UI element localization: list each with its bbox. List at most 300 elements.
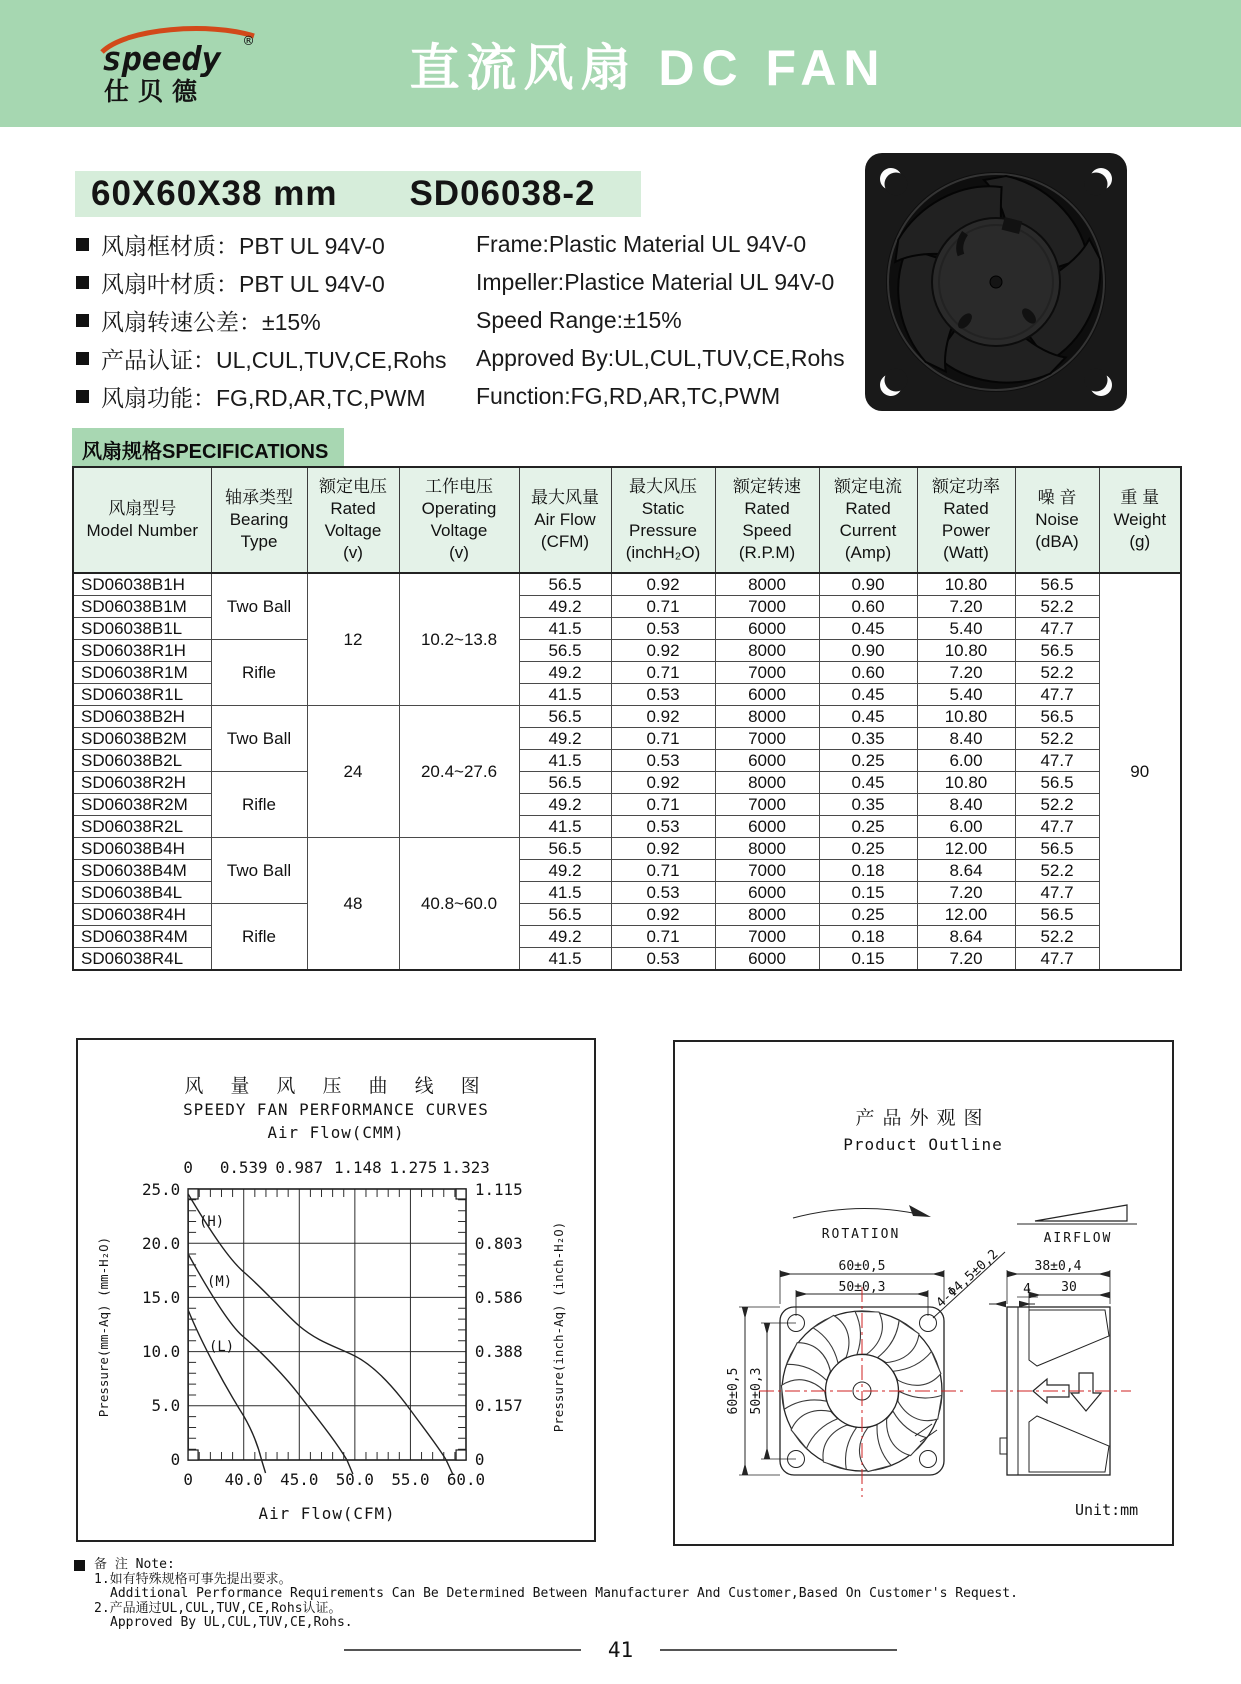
column-header-cn: 轴承类型 [225, 488, 293, 508]
cell-noise: 47.7 [1015, 618, 1099, 640]
svg-text:25.0: 25.0 [142, 1179, 181, 1200]
cell-operating-voltage: 40.8~60.0 [399, 838, 519, 971]
column-header-cn: 最大风量 [531, 488, 599, 508]
cell-static-pressure: 0.53 [611, 750, 715, 772]
column-header-unit: (g) [1129, 532, 1151, 552]
cell-static-pressure: 0.71 [611, 926, 715, 948]
cell-rated-speed: 8000 [715, 904, 819, 926]
bullet-square-icon [74, 1560, 85, 1571]
dim-depth-inner: 30 [1061, 1280, 1077, 1295]
notes-title: 备 注 Note: [94, 1557, 175, 1572]
cell-rated-power: 10.80 [917, 640, 1015, 662]
note-line-cn: 1.如有特殊规格可事先提出要求。 [94, 1571, 292, 1587]
fan-photo-icon [853, 153, 1138, 418]
column-header-unit: (R.P.M) [738, 543, 796, 563]
column-header-cn: 额定电压 [319, 477, 387, 496]
column-header-cn: 噪 音 [1037, 488, 1077, 508]
note-line-en: Approved By UL,CUL,TUV,CE,Rohs. [110, 1615, 353, 1630]
column-header-unit: (CFM) [540, 532, 590, 552]
cell-static-pressure: 0.71 [611, 728, 715, 750]
speedy-logo-icon [92, 22, 292, 108]
page-footer [0, 1638, 1241, 1662]
spec-table-body [73, 573, 1181, 970]
cell-rated-speed: 6000 [715, 618, 819, 640]
cell-air-flow: 41.5 [519, 684, 611, 706]
cell-model: SD06038B1H [73, 573, 211, 596]
cell-model: SD06038R4H [73, 904, 211, 926]
cell-static-pressure: 0.92 [611, 640, 715, 662]
svg-text:1.323: 1.323 [442, 1157, 490, 1178]
cell-rated-power: 6.00 [917, 816, 1015, 838]
cell-noise: 47.7 [1015, 684, 1099, 706]
side-view-dimensions [989, 1259, 1110, 1310]
cell-rated-power: 8.64 [917, 860, 1015, 882]
cell-model: SD06038R1M [73, 662, 211, 684]
dim-front-height: 60±0,5 [726, 1367, 741, 1415]
logo-text: speedy [102, 39, 222, 78]
column-header-unit: (v) [343, 543, 363, 563]
cell-rated-current: 0.18 [819, 860, 917, 882]
cell-static-pressure: 0.92 [611, 706, 715, 728]
cell-rated-speed: 6000 [715, 750, 819, 772]
page-number: 41 [607, 1638, 634, 1662]
svg-text:60.0: 60.0 [446, 1469, 486, 1490]
column-header-cn: 最大风压 [629, 477, 697, 496]
column-header-en: Weight [1113, 510, 1167, 530]
outline-title-en: Product Outline [843, 1135, 1003, 1154]
cell-air-flow: 56.5 [519, 573, 611, 596]
cell-noise: 47.7 [1015, 948, 1099, 971]
cell-model: SD06038B2H [73, 706, 211, 728]
cell-rated-speed: 7000 [715, 662, 819, 684]
curve-L [188, 1310, 265, 1473]
cell-air-flow: 41.5 [519, 816, 611, 838]
unit-label: Unit:mm [1075, 1501, 1139, 1519]
column-header [819, 467, 917, 573]
brand-logo [92, 22, 292, 113]
column-header [1099, 467, 1181, 573]
cell-static-pressure: 0.71 [611, 794, 715, 816]
column-header-en: Rated Voltage [324, 499, 382, 541]
column-header [307, 467, 399, 573]
spec-row [73, 838, 1181, 860]
cell-model: SD06038B2L [73, 750, 211, 772]
cell-noise: 52.2 [1015, 794, 1099, 816]
minor-ticks [188, 1189, 466, 1460]
notes-section [74, 1558, 1018, 1631]
cell-rated-speed: 6000 [715, 882, 819, 904]
column-header-cn: 额定转速 [733, 477, 801, 496]
feature-item [76, 377, 876, 415]
column-header-unit: (Watt) [943, 543, 989, 563]
cell-noise: 52.2 [1015, 662, 1099, 684]
cell-rated-voltage: 12 [307, 573, 399, 706]
cell-weight: 90 [1099, 573, 1181, 970]
column-header-cn: 额定功率 [932, 477, 1000, 496]
column-header [399, 467, 519, 573]
cell-bearing-type: Two Ball [211, 573, 307, 640]
column-header-cn: 重 量 [1120, 488, 1160, 508]
cell-rated-current: 0.60 [819, 596, 917, 618]
note-line-cn: 2.产品通过UL,CUL,TUV,CE,Rohs认证。 [94, 1600, 342, 1616]
cell-noise: 56.5 [1015, 573, 1099, 596]
cell-rated-speed: 6000 [715, 684, 819, 706]
bullet-square-icon [76, 238, 89, 251]
fan-blade [853, 1424, 891, 1473]
fan-blade [780, 1376, 826, 1409]
cell-model: SD06038R2H [73, 772, 211, 794]
cell-rated-current: 0.15 [819, 948, 917, 971]
cell-rated-power: 7.20 [917, 882, 1015, 904]
cell-rated-current: 0.18 [819, 926, 917, 948]
cell-rated-voltage: 24 [307, 706, 399, 838]
svg-text:50.0: 50.0 [335, 1469, 374, 1490]
cell-air-flow: 49.2 [519, 926, 611, 948]
feature-text-en: Approved By:UL,CUL,TUV,CE,Rohs [476, 344, 845, 371]
svg-text:20.0: 20.0 [142, 1233, 181, 1254]
svg-text:55.0: 55.0 [391, 1469, 430, 1490]
fan-blade [820, 1420, 858, 1469]
cell-rated-speed: 7000 [715, 860, 819, 882]
product-size: 60X60X38 mm [91, 174, 338, 213]
cell-static-pressure: 0.92 [611, 838, 715, 860]
curve-label-L: (L) [208, 1338, 235, 1356]
cell-static-pressure: 0.92 [611, 904, 715, 926]
cell-static-pressure: 0.53 [611, 882, 715, 904]
bullet-square-icon [76, 352, 89, 365]
feature-list [76, 225, 876, 415]
dim-flange: 4 [1023, 1282, 1031, 1297]
logo-chinese: 仕贝德 [104, 77, 207, 106]
cell-rated-current: 0.45 [819, 772, 917, 794]
cell-rated-speed: 7000 [715, 596, 819, 618]
chart-grid [188, 1189, 466, 1460]
svg-text:0: 0 [474, 1449, 485, 1470]
column-header-cn: 风扇型号 [108, 499, 177, 519]
cell-rated-current: 0.25 [819, 816, 917, 838]
column-header-en: Rated Power [941, 499, 991, 541]
cell-rated-current: 0.25 [819, 904, 917, 926]
cell-static-pressure: 0.53 [611, 816, 715, 838]
spec-row [73, 772, 1181, 794]
svg-text:0.539: 0.539 [219, 1157, 268, 1178]
svg-text:5.0: 5.0 [151, 1395, 181, 1416]
dim-front-width: 60±0,5 [838, 1259, 886, 1274]
dim-depth: 38±0,4 [1034, 1259, 1082, 1274]
cell-rated-current: 0.15 [819, 882, 917, 904]
footer-rule-right [660, 1649, 897, 1651]
feature-text-en: Impeller:Plastice Material UL 94V-0 [476, 268, 835, 295]
cell-rated-speed: 8000 [715, 640, 819, 662]
cell-model: SD06038R2M [73, 794, 211, 816]
cell-model: SD06038R4M [73, 926, 211, 948]
column-header-en: Bearing Type [229, 510, 289, 552]
cell-rated-power: 5.40 [917, 618, 1015, 640]
cell-model: SD06038B1M [73, 596, 211, 618]
feature-item [76, 263, 876, 301]
fan-blade [787, 1339, 837, 1382]
cell-bearing-type: Rifle [211, 772, 307, 838]
column-header [519, 467, 611, 573]
feature-text-en: Speed Range:±15% [476, 306, 682, 333]
cell-rated-current: 0.90 [819, 640, 917, 662]
cell-bearing-type: Two Ball [211, 706, 307, 772]
footer-rule-left [344, 1649, 581, 1651]
fan-blade [895, 1389, 941, 1422]
cell-rated-speed: 8000 [715, 706, 819, 728]
cell-rated-speed: 7000 [715, 926, 819, 948]
cell-static-pressure: 0.71 [611, 596, 715, 618]
performance-curves-panel [76, 1038, 596, 1542]
right-axis-ticks [475, 1180, 523, 1469]
performance-chart [78, 1040, 594, 1540]
cell-air-flow: 49.2 [519, 860, 611, 882]
cell-model: SD06038B4L [73, 882, 211, 904]
product-title-bar [75, 171, 641, 217]
svg-text:1.148: 1.148 [333, 1157, 382, 1178]
svg-text:0: 0 [183, 1469, 193, 1490]
column-header-cn: 额定电流 [834, 477, 902, 496]
svg-text:0.157: 0.157 [474, 1395, 523, 1416]
cell-rated-power: 8.40 [917, 728, 1015, 750]
logo-registered-icon: ® [244, 32, 254, 50]
column-header-en: Operating Voltage [421, 499, 497, 541]
rotation-label: ROTATION [821, 1227, 901, 1242]
cell-rated-power: 5.40 [917, 684, 1015, 706]
cell-air-flow: 41.5 [519, 750, 611, 772]
column-header-en: Noise [1035, 510, 1079, 530]
cell-noise: 56.5 [1015, 838, 1099, 860]
column-header-en: Model Number [86, 521, 198, 541]
cell-rated-speed: 7000 [715, 794, 819, 816]
column-header-en: Rated Speed [742, 499, 792, 541]
cell-static-pressure: 0.53 [611, 684, 715, 706]
outline-title-cn: 产品外观图 [855, 1107, 991, 1129]
cell-rated-power: 7.20 [917, 662, 1015, 684]
cell-rated-speed: 8000 [715, 838, 819, 860]
chart-curves [188, 1194, 453, 1475]
cell-operating-voltage: 10.2~13.8 [399, 573, 519, 706]
note-line-en: Additional Performance Requirements Can Be Determined Between Manufacturer And Customer,Based On Customer's Request. [110, 1586, 1018, 1601]
cell-air-flow: 56.5 [519, 640, 611, 662]
cell-rated-current: 0.90 [819, 573, 917, 596]
airflow-label: AIRFLOW [1043, 1231, 1113, 1246]
cell-rated-current: 0.25 [819, 750, 917, 772]
cell-noise: 47.7 [1015, 750, 1099, 772]
cell-air-flow: 41.5 [519, 882, 611, 904]
svg-text:15.0: 15.0 [142, 1287, 181, 1308]
cell-rated-power: 7.20 [917, 948, 1015, 971]
cell-noise: 56.5 [1015, 904, 1099, 926]
notes-title-row [74, 1558, 1018, 1573]
cell-rated-speed: 6000 [715, 816, 819, 838]
cell-noise: 47.7 [1015, 816, 1099, 838]
cell-noise: 56.5 [1015, 772, 1099, 794]
cell-noise: 47.7 [1015, 882, 1099, 904]
cell-static-pressure: 0.92 [611, 573, 715, 596]
cell-model: SD06038R1H [73, 640, 211, 662]
rotation-symbol [793, 1205, 931, 1242]
cell-air-flow: 56.5 [519, 838, 611, 860]
column-header-unit: (Amp) [844, 543, 892, 563]
cell-rated-power: 10.80 [917, 573, 1015, 596]
notes-body [74, 1573, 1018, 1631]
cell-model: SD06038R1L [73, 684, 211, 706]
cell-rated-current: 0.35 [819, 794, 917, 816]
feature-item [76, 339, 876, 377]
cell-static-pressure: 0.53 [611, 618, 715, 640]
cell-air-flow: 49.2 [519, 728, 611, 750]
chart-title-en: SPEEDY FAN PERFORMANCE CURVES [183, 1099, 489, 1120]
cell-rated-current: 0.25 [819, 838, 917, 860]
cell-rated-current: 0.45 [819, 684, 917, 706]
svg-text:45.0: 45.0 [280, 1469, 319, 1490]
cell-noise: 52.2 [1015, 860, 1099, 882]
cell-air-flow: 56.5 [519, 706, 611, 728]
chart-top-axis-title: Air Flow(CMM) [267, 1122, 405, 1143]
cell-air-flow: 41.5 [519, 948, 611, 971]
column-header [73, 467, 211, 573]
feature-text-cn: 风扇功能：FG,RD,AR,TC,PWM [101, 384, 426, 411]
column-header [211, 467, 307, 573]
dim-holes: 4-Φ4,5±0,2 [933, 1247, 1002, 1311]
column-header [715, 467, 819, 573]
bullet-square-icon [76, 276, 89, 289]
column-header-cn: 工作电压 [425, 477, 493, 496]
cell-noise: 52.2 [1015, 728, 1099, 750]
cell-rated-speed: 7000 [715, 728, 819, 750]
svg-text:10.0: 10.0 [142, 1341, 181, 1362]
bottom-axis-ticks [183, 1470, 485, 1489]
cell-noise: 56.5 [1015, 706, 1099, 728]
column-header-unit: (v) [449, 543, 469, 563]
svg-text:0.803: 0.803 [474, 1233, 523, 1254]
curve-H [188, 1194, 453, 1475]
product-photo [853, 153, 1138, 423]
cell-air-flow: 41.5 [519, 618, 611, 640]
cell-operating-voltage: 20.4~27.6 [399, 706, 519, 838]
column-header-en: Rated Current [839, 499, 897, 541]
cell-static-pressure: 0.92 [611, 772, 715, 794]
dim-front-holes: 50±0,3 [838, 1280, 886, 1295]
left-axis-title: Pressure(mm-Aq) (mm-H₂O) [95, 1236, 111, 1418]
bullet-square-icon [76, 314, 89, 327]
feature-text-cn: 风扇叶材质：PBT UL 94V-0 [101, 270, 385, 297]
product-outline-panel [673, 1040, 1174, 1546]
bottom-axis-title: Air Flow(CFM) [258, 1503, 396, 1524]
spec-row [73, 573, 1181, 596]
spec-row [73, 706, 1181, 728]
cell-rated-power: 8.40 [917, 794, 1015, 816]
cell-model: SD06038B4H [73, 838, 211, 860]
right-axis-title: Pressure(inch-Aq) (inch-H₂O) [551, 1221, 567, 1433]
cell-rated-current: 0.60 [819, 662, 917, 684]
cell-bearing-type: Rifle [211, 904, 307, 971]
cell-rated-voltage: 48 [307, 838, 399, 971]
cell-static-pressure: 0.71 [611, 662, 715, 684]
spec-row [73, 640, 1181, 662]
cell-rated-current: 0.45 [819, 618, 917, 640]
cell-bearing-type: Rifle [211, 640, 307, 706]
column-header-unit: (inchH₂O) [625, 543, 701, 563]
cell-air-flow: 49.2 [519, 662, 611, 684]
column-header [611, 467, 715, 573]
cell-air-flow: 49.2 [519, 596, 611, 618]
feature-text-en: Frame:Plastic Material UL 94V-0 [476, 230, 807, 257]
left-axis-ticks [142, 1180, 180, 1469]
cell-static-pressure: 0.53 [611, 948, 715, 971]
airflow-symbol [1017, 1205, 1137, 1246]
cell-rated-current: 0.45 [819, 706, 917, 728]
chart-title-cn: 风 量 风 压 曲 线 图 [184, 1074, 488, 1098]
cell-rated-speed: 8000 [715, 573, 819, 596]
cell-rated-power: 8.64 [917, 926, 1015, 948]
cell-model: SD06038R4L [73, 948, 211, 971]
bullet-square-icon [76, 390, 89, 403]
cell-noise: 56.5 [1015, 640, 1099, 662]
svg-text:0.388: 0.388 [474, 1341, 523, 1362]
svg-text:40.0: 40.0 [224, 1469, 263, 1490]
spec-row [73, 904, 1181, 926]
spec-section-label: 风扇规格SPECIFICATIONS [72, 428, 344, 471]
cell-model: SD06038B4M [73, 860, 211, 882]
cell-noise: 52.2 [1015, 596, 1099, 618]
cell-air-flow: 56.5 [519, 772, 611, 794]
cell-rated-power: 12.00 [917, 838, 1015, 860]
spec-table [72, 466, 1182, 971]
cell-air-flow: 56.5 [519, 904, 611, 926]
cell-rated-power: 7.20 [917, 596, 1015, 618]
feature-text-cn: 风扇转速公差：±15% [101, 308, 321, 335]
column-header-en: Static Pressure [628, 499, 698, 541]
product-outline-drawing [675, 1042, 1172, 1544]
cell-rated-power: 6.00 [917, 750, 1015, 772]
cell-rated-speed: 8000 [715, 772, 819, 794]
svg-text:1.115: 1.115 [474, 1179, 523, 1200]
cell-model: SD06038R2L [73, 816, 211, 838]
cell-rated-power: 10.80 [917, 706, 1015, 728]
column-header-unit: (dBA) [1035, 532, 1079, 552]
top-axis-ticks [183, 1158, 490, 1177]
svg-text:1.275: 1.275 [389, 1157, 438, 1178]
feature-item [76, 301, 876, 339]
cell-rated-current: 0.35 [819, 728, 917, 750]
cell-rated-power: 10.80 [917, 772, 1015, 794]
cell-model: SD06038B1L [73, 618, 211, 640]
column-header [917, 467, 1015, 573]
dim-front-holes-v: 50±0,3 [749, 1367, 764, 1415]
svg-text:0: 0 [170, 1449, 181, 1470]
cell-rated-power: 12.00 [917, 904, 1015, 926]
cell-model: SD06038B2M [73, 728, 211, 750]
curve-label-M: (M) [207, 1273, 233, 1291]
feature-text-cn: 风扇框材质：PBT UL 94V-0 [101, 232, 385, 259]
cell-static-pressure: 0.71 [611, 860, 715, 882]
feature-item [76, 225, 876, 263]
cell-noise: 52.2 [1015, 926, 1099, 948]
cell-rated-speed: 6000 [715, 948, 819, 971]
svg-text:0.987: 0.987 [275, 1157, 324, 1178]
spec-table-header-row [73, 467, 1181, 573]
feature-text-en: Function:FG,RD,AR,TC,PWM [476, 382, 781, 409]
column-header [1015, 467, 1099, 573]
curve-label-H: (H) [199, 1213, 225, 1231]
feature-text-cn: 产品认证：UL,CUL,TUV,CE,Rohs [101, 346, 447, 373]
cell-bearing-type: Two Ball [211, 838, 307, 904]
product-model: SD06038-2 [409, 174, 596, 213]
fan-blade [855, 1311, 882, 1354]
svg-text:0.586: 0.586 [474, 1287, 523, 1308]
